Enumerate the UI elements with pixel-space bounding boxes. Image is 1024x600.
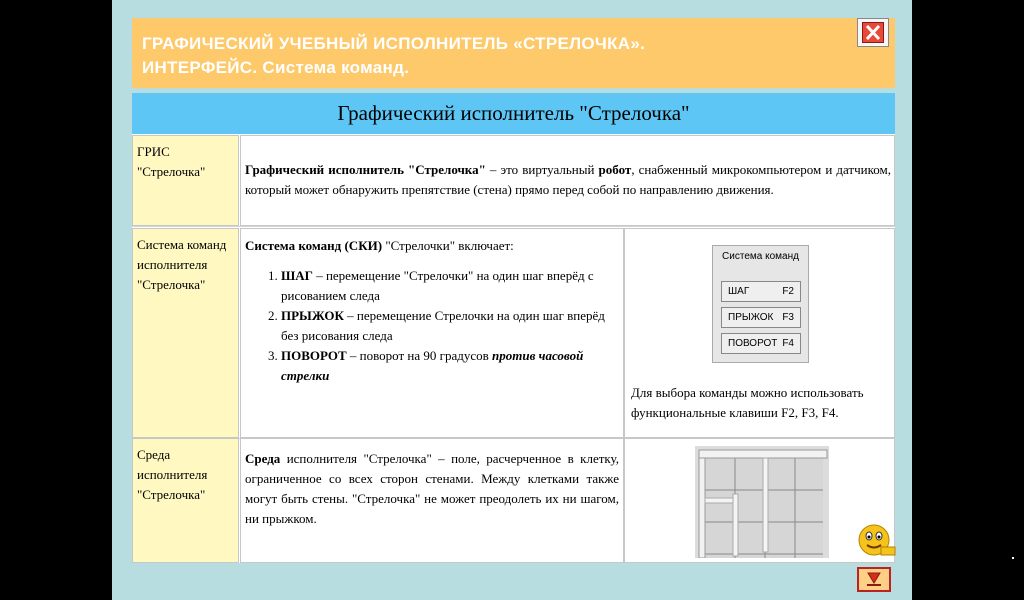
list-item: 3. ПОВОРОТ – поворот на 90 градусов против часовой стрелки — [281, 346, 617, 386]
row-label-commands: Система команд исполнителя "Стрелочка" — [132, 228, 239, 438]
row-label-environment: Среда исполнителя "Стрелочка" — [132, 438, 239, 563]
gris-lead: Графический исполнитель "Стрелочка" — [245, 162, 486, 177]
document-panel — [132, 93, 895, 563]
step-command-button[interactable]: ШАГ F2 — [721, 281, 801, 302]
environment-description: Среда исполнителя "Стрелочка" – поле, расчерченное в клетку, ограниченное со всех сторон стенами. Между клетками также могут быть стены. "Стрелочка" не может преодолеть их ни шагом, ни прыжком. — [245, 451, 619, 526]
slide — [112, 0, 912, 600]
grid-field-image — [695, 446, 835, 558]
environment-illustration-cell — [624, 438, 895, 563]
smiley-icon — [857, 523, 897, 559]
command-panel-title: Система команд — [722, 251, 799, 262]
jump-command-button[interactable]: ПРЫЖОК F3 — [721, 307, 801, 328]
command-system-panel — [712, 245, 809, 363]
list-item: 2. ПРЫЖОК – перемещение Стрелочки на один шаг вперёд без рисования следа — [281, 306, 617, 346]
close-icon — [862, 22, 884, 43]
commands-list — [245, 266, 617, 386]
function-keys-hint: Для выбора команды можно использовать функциональные клавиши F2, F3, F4. — [631, 385, 864, 420]
close-button[interactable] — [857, 18, 889, 47]
table-row-gris — [132, 135, 895, 227]
list-item: 1. ШАГ – перемещение "Стрелочки" на один шаг вперёд с рисованием следа — [281, 266, 617, 306]
header-banner — [132, 18, 895, 88]
document-title: Графический исполнитель "Стрелочка" — [132, 93, 895, 134]
row-content-environment — [240, 438, 624, 563]
gris-description: Графический исполнитель "Стрелочка" – это виртуальный робот, снабженный микрокомпьютером и датчиком, который может обнаружить препятствие (стена) прямо перед собой по направлению движения. — [245, 162, 891, 197]
turn-command-button[interactable]: ПОВОРОТ F4 — [721, 333, 801, 354]
row-label-gris: ГРИС "Стрелочка" — [132, 135, 239, 226]
table-row-environment — [132, 438, 895, 563]
header-line-2: ИНТЕРФЕЙС. Система команд. — [142, 58, 410, 77]
corner-dot — [1012, 557, 1014, 559]
row-content-commands — [240, 228, 624, 438]
down-arrow-icon — [867, 572, 881, 587]
commands-intro: Система команд (СКИ) "Стрелочки" включает: — [245, 238, 514, 253]
commands-illustration-cell — [624, 228, 895, 438]
row-content-gris — [240, 135, 895, 226]
next-slide-button[interactable] — [857, 567, 891, 592]
header-line-1: ГРАФИЧЕСКИЙ УЧЕБНЫЙ ИСПОЛНИТЕЛЬ «СТРЕЛОЧКА». — [142, 34, 646, 53]
table-row-commands — [132, 228, 895, 439]
